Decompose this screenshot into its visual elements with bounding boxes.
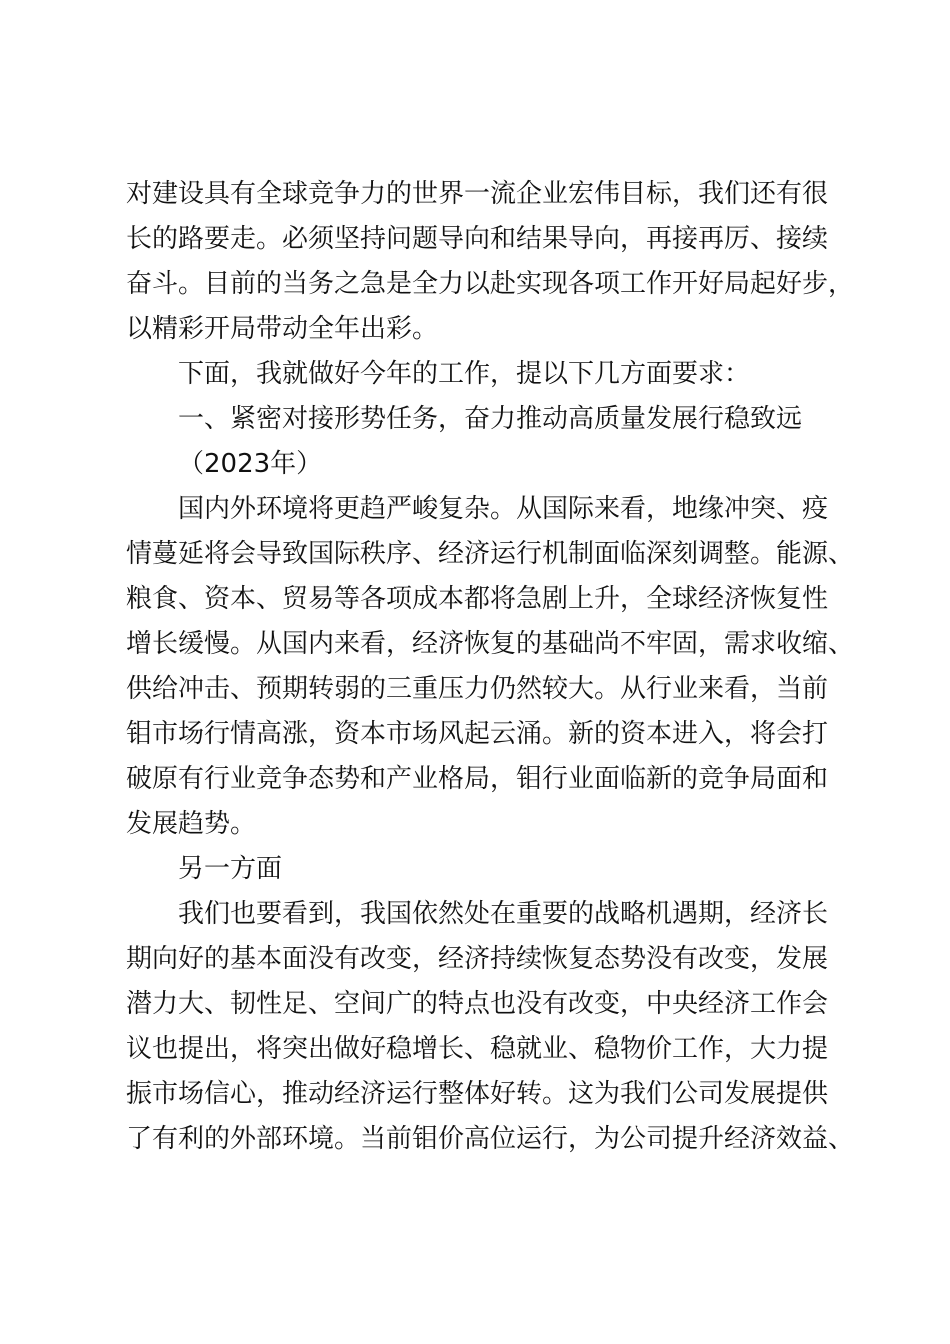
body-text-line: 潜力大、韧性足、空间广的特点也没有改变，中央经济工作会 — [126, 989, 829, 1019]
body-text-line: 奋斗。目前的当务之急是全力以赴实现各项工作开好局起好步， — [126, 269, 855, 299]
body-text-line: 议也提出，将突出做好稳增长、稳就业、稳物价工作，大力提 — [126, 1034, 829, 1064]
body-text-line: 供给冲击、预期转弱的三重压力仍然较大。从行业来看，当前 — [126, 674, 829, 704]
body-text-line: 了有利的外部环境。当前钼价高位运行，为公司提升经济效益、 — [126, 1124, 855, 1154]
body-text-line: 钼市场行情高涨，资本市场风起云涌。新的资本进入，将会打 — [126, 719, 829, 749]
section-heading: 一、紧密对接形势任务，奋力推动高质量发展行稳致远 — [178, 404, 803, 434]
body-text-line: 以精彩开局带动全年出彩。 — [126, 314, 439, 344]
body-text-line: 粮食、资本、贸易等各项成本都将急剧上升，全球经济恢复性 — [126, 584, 829, 614]
body-text-line: 发展趋势。 — [126, 809, 257, 839]
body-text-line: 破原有行业竞争态势和产业格局，钼行业面临新的竞争局面和 — [126, 764, 829, 794]
paragraph-line: 下面，我就做好今年的工作，提以下几方面要求： — [178, 359, 751, 389]
paragraph-line: 我们也要看到，我国依然处在重要的战略机遇期，经济长 — [178, 899, 829, 929]
body-text-line: 期向好的基本面没有改变，经济持续恢复态势没有改变，发展 — [126, 944, 829, 974]
section-heading-year: （2023年） — [178, 449, 323, 479]
body-text-line: 增长缓慢。从国内来看，经济恢复的基础尚不牢固，需求收缩、 — [126, 629, 855, 659]
paragraph-line: 国内外环境将更趋严峻复杂。从国际来看，地缘冲突、疫 — [178, 494, 829, 524]
body-text-line: 振市场信心，推动经济运行整体好转。这为我们公司发展提供 — [126, 1079, 829, 1109]
body-text-line: 情蔓延将会导致国际秩序、经济运行机制面临深刻调整。能源、 — [126, 539, 855, 569]
body-text-line: 长的路要走。必须坚持问题导向和结果导向，再接再厉、接续 — [126, 224, 829, 254]
subheading-line: 另一方面 — [178, 854, 283, 884]
body-text-line: 对建设具有全球竞争力的世界一流企业宏伟目标，我们还有很 — [126, 179, 829, 209]
